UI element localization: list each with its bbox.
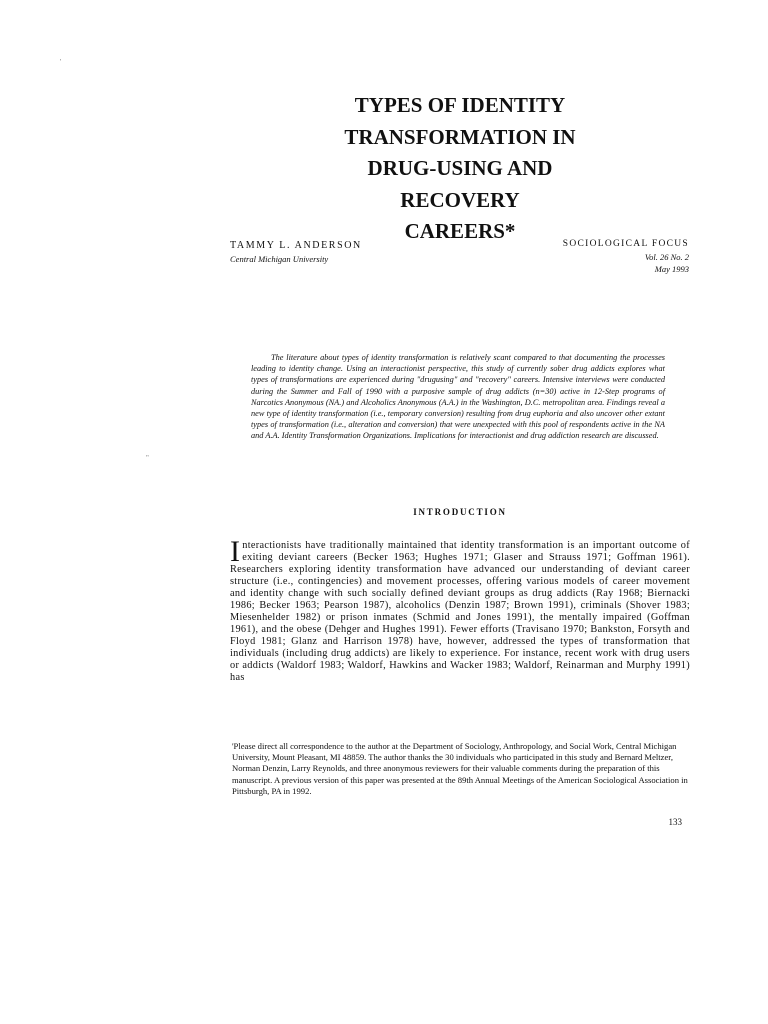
- margin-mark-middle: ": [146, 454, 149, 462]
- journal-date: May 1993: [654, 264, 689, 274]
- journal-volume: Vol. 26 No. 2: [644, 252, 689, 262]
- title-line: CAREERS*: [404, 219, 516, 243]
- section-heading: INTRODUCTION: [413, 507, 507, 517]
- journal-name: SOCIOLOGICAL FOCUS: [562, 239, 689, 249]
- author-affiliation: Central Michigan University: [230, 254, 329, 264]
- title-line: RECOVERY: [400, 187, 520, 212]
- author-name: TAMMY L. ANDERSON: [230, 240, 362, 251]
- body-paragraph: [230, 535, 690, 684]
- footnote: 'Please direct all correspondence to the author at the Department of Sociology, Anthropology, and Social Work, Central Michigan University, Mount Pleasant, MI 48859. The author thanks the 30 individuals who participated in this study and Bernard Meltzer, Norman Denzin, Larry Reynolds, and three anonymous reviewers for their valuable comments during the preparation of this manuscript. A previous version of this paper was presented at the 89th Annual Meetings of the American Sociological Association in Pittsburgh, PA in 1992.: [232, 741, 688, 796]
- abstract: The literature about types of identity transformation is relatively scant compared to that documenting the processes leading to identity change. Using an interactionist perspective, this study of currently sober drug addicts explores what types of transformations are experienced during "drugusing" and "recovery" careers. Intensive interviews were conducted during the Summer and Fall of 1990 with a purposive sample of drug addicts (n=30) active in 12-Step programs of Narcotics Anonymous (NA.) and Alcoholics Anonymous (A.A.) in the Washington, D.C. metropolitan area. Findings reveal a new type of identity transformation (i.e., temporary conversion) resulting from drug euphoria and also uncover other extant types of transformation (i.e., alteration and conversion) that were unexpected with this pool of respondents active in the NA and A.A. Identity Transformation Organizations. Implications for interactionist and drug addiction research are discussed.: [251, 353, 665, 441]
- drop-cap: I: [230, 535, 241, 568]
- body-text: nteractionists have traditionally maintained that identity transformation is an important outcome of exiting deviant careers (Becker 1963; Hughes 1971; Glaser and Strauss 1971; Goffman 1961). Researchers exploring identity transformation have advanced our understanding of deviant career structure (i.e., contingencies) and movement processes, offering various models of career movement and identity change with such socially defined deviant groups as drug addicts (Ray 1968; Biernacki 1986; Becker 1963; Pearson 1987), alcoholics (Denzin 1987; Brown 1991), criminals (Shover 1983; Miesenhelder 1982) or prison inmates (Schmid and Jones 1991), the mentally impaired (Goffman 1961), and the obese (Dehger and Hughes 1991). Fewer efforts (Travisano 1970; Bankston, Forsyth and Floyd 1981; Glanz and Harrison 1978) have, however, addressed the types of transformation that individuals (including drug addicts) are likely to experience. For instance, recent work with drug users or addicts (Waldorf 1983; Waldorf, Hawkins and Wacker 1983; Waldorf, Reinarman and Murphy 1991) has: [230, 540, 690, 683]
- title-line: TYPES OF IDENTITY: [354, 93, 566, 117]
- title-line: TRANSFORMATION IN: [344, 124, 576, 149]
- article-title: [260, 90, 660, 248]
- title-line: DRUG-USING AND: [367, 156, 553, 180]
- page-number: 133: [668, 817, 682, 827]
- margin-mark-top: ': [60, 58, 62, 66]
